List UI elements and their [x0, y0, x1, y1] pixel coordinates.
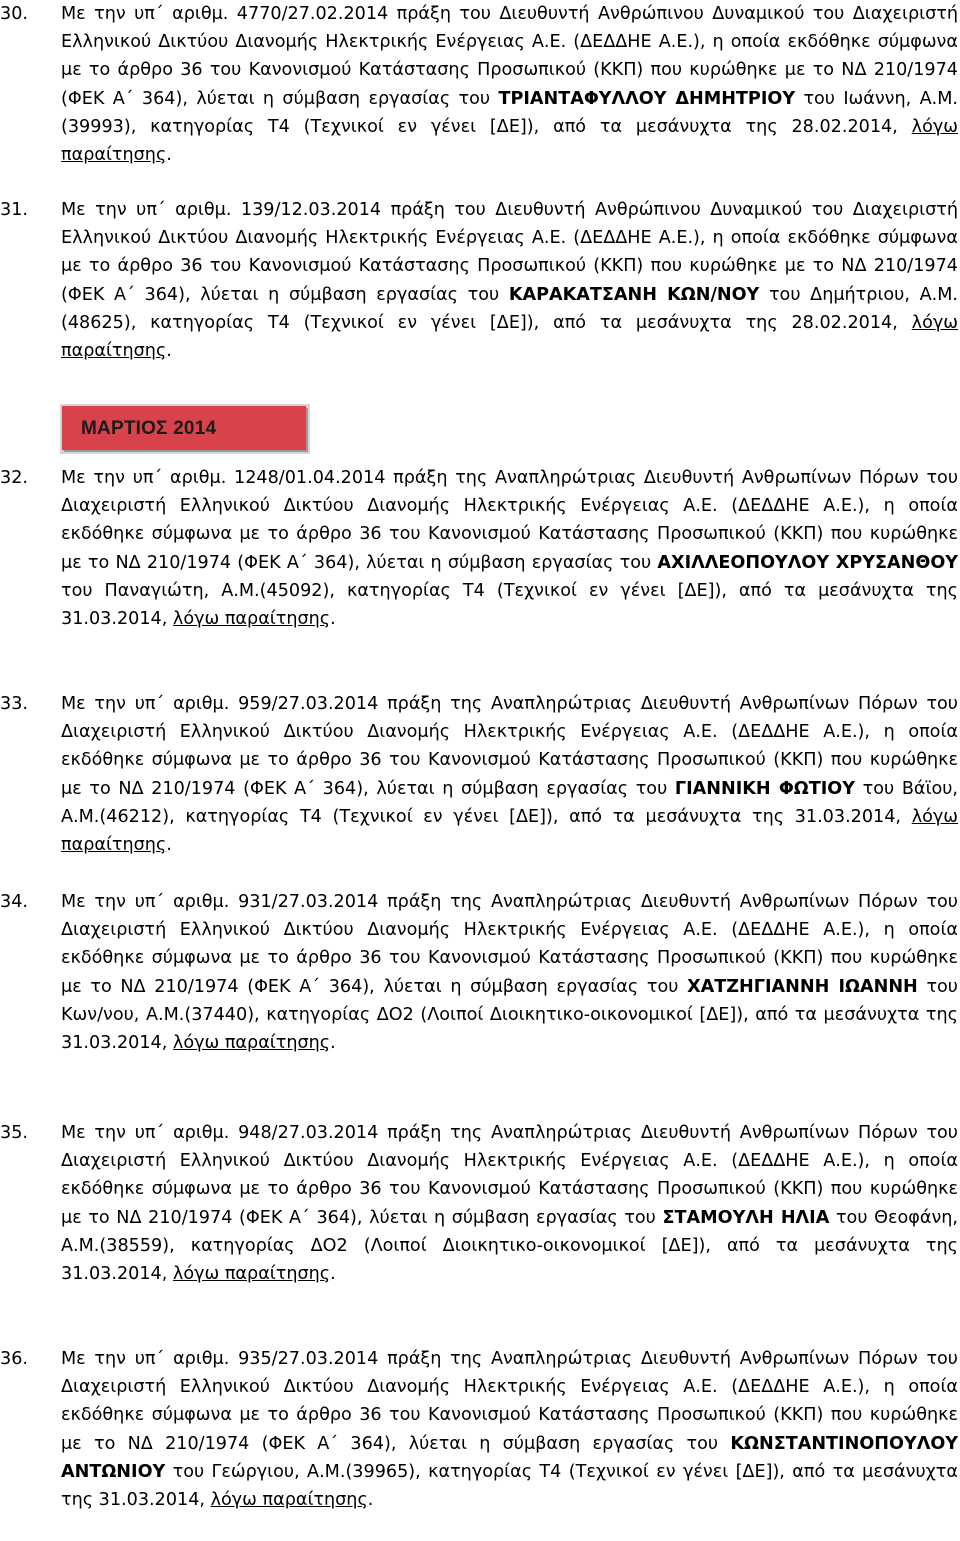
list-item [0, 196, 958, 365]
item-text: Με την υπ΄ αριθμ. 935/27.03.2014 πράξη της Αναπληρώτριας Διευθυντή Ανθρωπίνων Πόρων του Διαχειριστή Ελληνικού Δικτύου Διανομής Ηλεκτρικής Ενέργειας Α.Ε. (ΔΕΔΔΗΕ Α.Ε.), η οποία εκδόθηκε σύμφωνα με το άρθρο 36 του Κανονισμού Κατάστασης Προσωπικού (ΚΚΠ) που κυρώθηκε με το ΝΔ 210/1974 (ΦΕΚ Α΄ 364), λύεται η σύμβαση εργασίας του ΚΩΝΣΤΑΝΤΙΝΟΠΟΥΛΟΥ ΑΝΤΩΝΙΟΥ του Γεώργιου, Α.Μ.(39965), κατηγορίας Τ4 (Τεχνικοί εν γένει [ΔΕ]), από τα μεσάνυχτα της 31.03.2014, λόγω παραίτησης. [61, 1349, 959, 1511]
employee-name: ΧΑΤΖΗΓΙΑΝΝΗ ΙΩΑΝΝΗ [687, 976, 918, 997]
item-text: Με την υπ΄ αριθμ. 959/27.03.2014 πράξη της Αναπληρώτριας Διευθυντή Ανθρωπίνων Πόρων του Διαχειριστή Ελληνικού Δικτύου Διανομής Ηλεκτρικής Ενέργειας Α.Ε. (ΔΕΔΔΗΕ Α.Ε.), η οποία εκδόθηκε σύμφωνα με το άρθρο 36 του Κανονισμού Κατάστασης Προσωπικού (ΚΚΠ) που κυρώθηκε με το ΝΔ 210/1974 (ΦΕΚ Α΄ 364), λύεται η σύμβαση εργασίας του ΓΙΑΝΝΙΚΗ ΦΩΤΙΟΥ του Βάϊου, Α.Μ.(46212), κατηγορίας Τ4 (Τεχνικοί εν γένει [ΔΕ]), από τα μεσάνυχτα της 31.03.2014, λόγω παραίτησης. [61, 694, 959, 856]
list-item [0, 464, 958, 633]
termination-reason: λόγω παραίτησης [172, 1264, 331, 1285]
employee-name: ΤΡΙΑΝΤΑΦΥΛΛΟΥ ΔΗΜΗΤΡΙΟΥ [498, 88, 796, 109]
item-number: 35. [0, 1123, 28, 1143]
termination-reason: λόγω παραίτησης [61, 806, 959, 856]
item-text: Με την υπ΄ αριθμ. 1248/01.04.2014 πράξη της Αναπληρώτριας Διευθυντή Ανθρωπίνων Πόρων του Διαχειριστή Ελληνικού Δικτύου Διανομής Ηλεκτρικής Ενέργειας Α.Ε. (ΔΕΔΔΗΕ Α.Ε.), η οποία εκδόθηκε σύμφωνα με το άρθρο 36 του Κανονισμού Κατάστασης Προσωπικού (ΚΚΠ) που κυρώθηκε με το ΝΔ 210/1974 (ΦΕΚ Α΄ 364), λύεται η σύμβαση εργασίας του ΑΧΙΛΛΕΟΠΟΥΛΟΥ ΧΡΥΣΑΝΘΟΥ του Παναγιώτη, Α.Μ.(45092), κατηγορίας Τ4 (Τεχνικοί εν γένει [ΔΕ]), από τα μεσάνυχτα της 31.03.2014, λόγω παραίτησης. [61, 468, 959, 630]
list-item [0, 1345, 958, 1514]
employee-name: ΚΩΝΣΤΑΝΤΙΝΟΠΟΥΛΟΥ ΑΝΤΩΝΙΟΥ [61, 1433, 959, 1482]
employee-name: ΣΤΑΜΟΥΛΗ ΗΛΙΑ [662, 1207, 830, 1228]
item-number: 32. [0, 468, 28, 488]
item-text: Με την υπ΄ αριθμ. 931/27.03.2014 πράξη της Αναπληρώτριας Διευθυντή Ανθρωπίνων Πόρων του Διαχειριστή Ελληνικού Δικτύου Διανομής Ηλεκτρικής Ενέργειας Α.Ε. (ΔΕΔΔΗΕ Α.Ε.), η οποία εκδόθηκε σύμφωνα με το άρθρο 36 του Κανονισμού Κατάστασης Προσωπικού (ΚΚΠ) που κυρώθηκε με το ΝΔ 210/1974 (ΦΕΚ Α΄ 364), λύεται η σύμβαση εργασίας του ΧΑΤΖΗΓΙΑΝΝΗ ΙΩΑΝΝΗ του Κων/νου, Α.Μ.(37440), κατηγορίας ΔΟ2 (Λοιποί Διοικητικο-οικονομικοί [ΔΕ]), από τα μεσάνυχτα της 31.03.2014, λόγω παραίτησης. [61, 892, 958, 1054]
item-number: 34. [0, 892, 28, 912]
termination-reason: λόγω παραίτησης [210, 1490, 368, 1511]
item-number: 33. [0, 694, 28, 714]
item-number: 31. [0, 200, 28, 220]
item-number: 30. [0, 4, 28, 24]
item-number: 36. [0, 1349, 28, 1369]
item-text: Με την υπ΄ αριθμ. 948/27.03.2014 πράξη της Αναπληρώτριας Διευθυντή Ανθρωπίνων Πόρων του Διαχειριστή Ελληνικού Δικτύου Διανομής Ηλεκτρικής Ενέργειας Α.Ε. (ΔΕΔΔΗΕ Α.Ε.), η οποία εκδόθηκε σύμφωνα με το άρθρο 36 του Κανονισμού Κατάστασης Προσωπικού (ΚΚΠ) που κυρώθηκε με το ΝΔ 210/1974 (ΦΕΚ Α΄ 364), λύεται η σύμβαση εργασίας του ΣΤΑΜΟΥΛΗ ΗΛΙΑ του Θεοφάνη, Α.Μ.(38559), κατηγορίας ΔΟ2 (Λοιποί Διοικητικο-οικονομικοί [ΔΕ]), από τα μεσάνυχτα της 31.03.2014, λόγω παραίτησης. [61, 1123, 959, 1285]
termination-reason: λόγω παραίτησης [172, 609, 331, 630]
termination-reason: λόγω παραίτησης [61, 312, 958, 362]
list-item [0, 0, 958, 169]
employee-name: ΚΑΡΑΚΑΤΣΑΝΗ ΚΩΝ/ΝΟΥ [508, 284, 760, 305]
list-item [0, 1119, 958, 1288]
employee-name: ΓΙΑΝΝΙΚΗ ΦΩΤΙΟΥ [674, 778, 855, 799]
employee-name: ΑΧΙΛΛΕΟΠΟΥΛΟΥ ΧΡΥΣΑΝΘΟΥ [657, 552, 959, 573]
section-header [60, 404, 310, 454]
item-text: Με την υπ΄ αριθμ. 139/12.03.2014 πράξη του Διευθυντή Ανθρώπινου Δυναμικού του Διαχειριστή Ελληνικού Δικτύου Διανομής Ηλεκτρικής Ενέργειας Α.Ε. (ΔΕΔΔΗΕ Α.Ε.), η οποία εκδόθηκε σύμφωνα με το άρθρο 36 του Κανονισμού Κατάστασης Προσωπικού (ΚΚΠ) που κυρώθηκε με το ΝΔ 210/1974 (ΦΕΚ Α΄ 364), λύεται η σύμβαση εργασίας του ΚΑΡΑΚΑΤΣΑΝΗ ΚΩΝ/ΝΟΥ του Δημήτριου, Α.Μ.(48625), κατηγορίας Τ4 (Τεχνικοί εν γένει [ΔΕ]), από τα μεσάνυχτα της 28.02.2014, λόγω παραίτησης. [61, 200, 958, 362]
section-label: ΜΑΡΤΙΟΣ 2014 [81, 418, 217, 439]
termination-reason: λόγω παραίτησης [61, 116, 958, 166]
list-item [0, 690, 958, 859]
list-item [0, 888, 958, 1057]
termination-reason: λόγω παραίτησης [172, 1033, 331, 1054]
item-text: Με την υπ΄ αριθμ. 4770/27.02.2014 πράξη του Διευθυντή Ανθρώπινου Δυναμικού του Διαχειριστή Ελληνικού Δικτύου Διανομής Ηλεκτρικής Ενέργειας Α.Ε. (ΔΕΔΔΗΕ Α.Ε.), η οποία εκδόθηκε σύμφωνα με το άρθρο 36 του Κανονισμού Κατάστασης Προσωπικού (ΚΚΠ) που κυρώθηκε με το ΝΔ 210/1974 (ΦΕΚ Α΄ 364), λύεται η σύμβαση εργασίας του ΤΡΙΑΝΤΑΦΥΛΛΟΥ ΔΗΜΗΤΡΙΟΥ του Ιωάννη, Α.Μ.(39993), κατηγορίας Τ4 (Τεχνικοί εν γένει [ΔΕ]), από τα μεσάνυχτα της 28.02.2014, λόγω παραίτησης. [61, 4, 959, 166]
